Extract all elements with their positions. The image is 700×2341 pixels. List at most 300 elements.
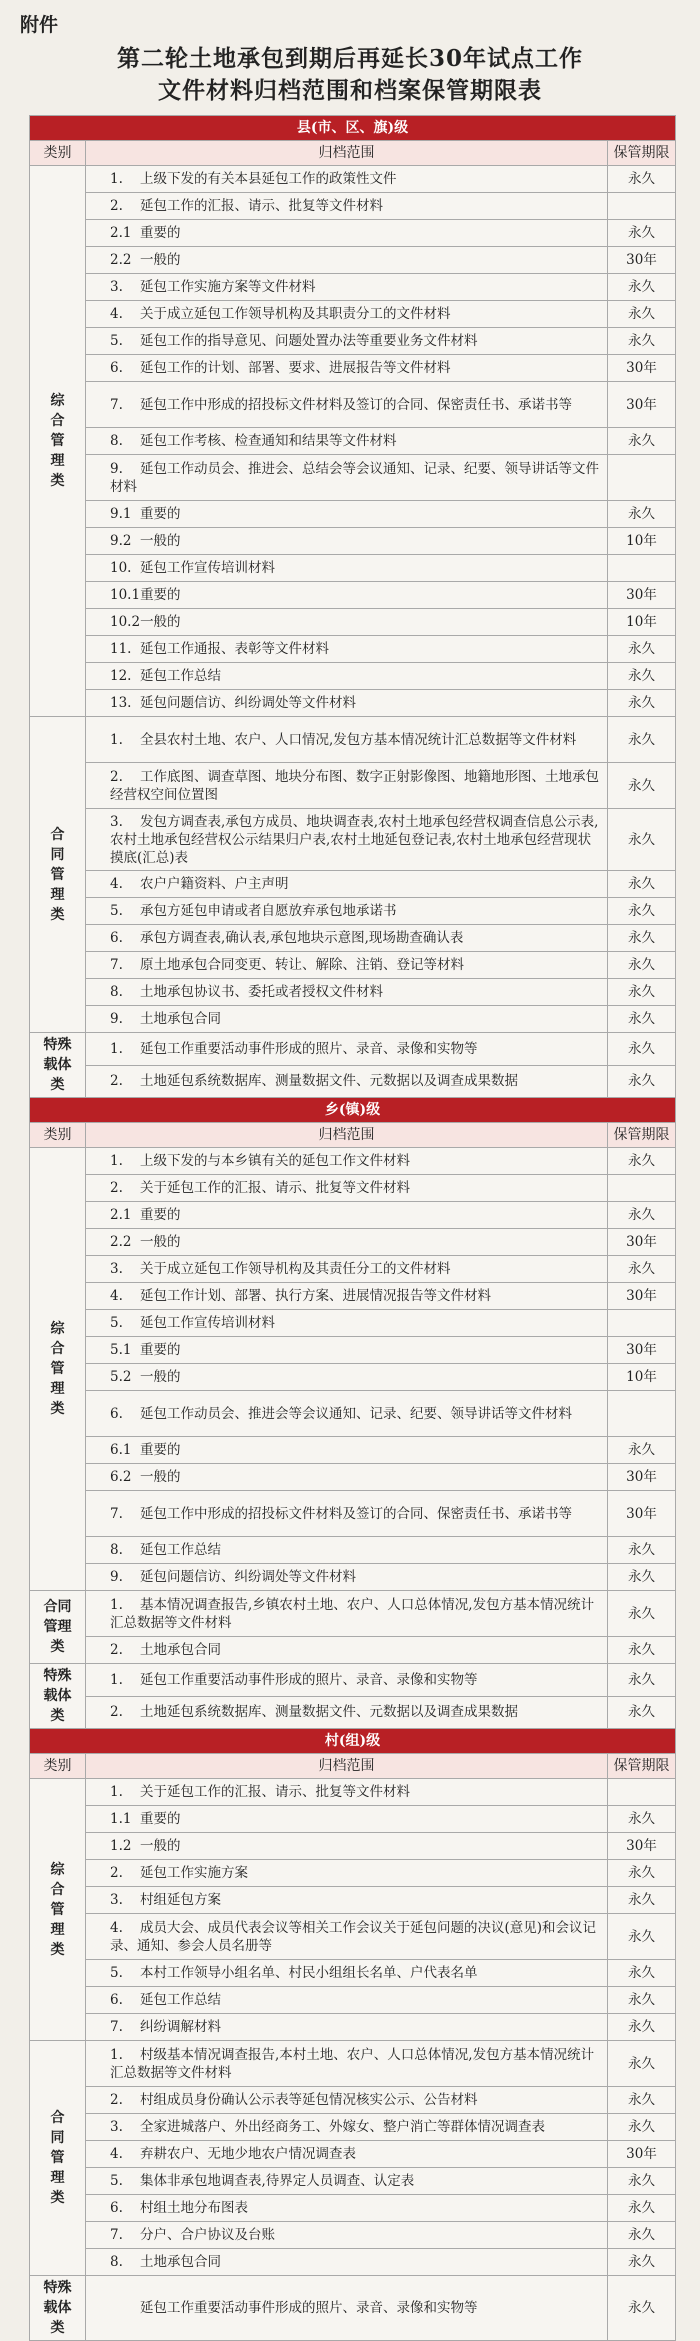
category-cell	[30, 1591, 86, 1664]
item-text: 承包方延包申请或者自愿放弃承包地承诺书	[140, 903, 397, 919]
retention-cell: 永久	[608, 1860, 676, 1887]
retention-cell: 30年	[608, 1337, 676, 1364]
item-number: 7.	[110, 396, 123, 413]
table-row	[30, 1148, 676, 1175]
item-text: 村组成员身份确认公示表等延包情况核实公示、公告材料	[140, 2092, 478, 2108]
item-text: 一般的	[140, 1469, 181, 1485]
column-header-scope: 归档范围	[86, 1123, 608, 1148]
scope-cell	[86, 1914, 608, 1960]
retention-cell: 永久	[608, 2114, 676, 2141]
item-number: 2.	[110, 1073, 123, 1090]
table-row	[30, 2114, 676, 2141]
item-text: 农户户籍资料、户主声明	[140, 876, 289, 892]
table-row	[30, 1364, 676, 1391]
retention-cell: 永久	[608, 1960, 676, 1987]
category-cell	[30, 1148, 86, 1591]
item-text: 延包工作宣传培训材料	[140, 1315, 275, 1331]
retention-cell: 永久	[608, 1148, 676, 1175]
table-row	[30, 979, 676, 1006]
retention-cell: 30年	[608, 1833, 676, 1860]
scope-cell	[86, 1564, 608, 1591]
table-row	[30, 1464, 676, 1491]
item-number: 6.	[110, 1992, 123, 2008]
section-header-row	[30, 1098, 676, 1123]
scope-cell	[86, 809, 608, 871]
scope-cell	[86, 1464, 608, 1491]
item-number: 3.	[110, 1892, 123, 1908]
item-number: 2.	[110, 1642, 123, 1658]
item-number: 9.2	[110, 533, 132, 549]
scope-cell	[86, 1637, 608, 1664]
retention-cell: 永久	[608, 2222, 676, 2249]
item-number: 6.	[110, 360, 123, 376]
scope-cell	[86, 1779, 608, 1806]
scope-cell	[86, 1337, 608, 1364]
retention-cell: 永久	[608, 636, 676, 663]
item-text: 关于延包工作的汇报、请示、批复等文件材料	[140, 1180, 410, 1196]
scope-cell	[86, 1591, 608, 1637]
attachment-label: 附件	[20, 14, 59, 36]
column-header-row	[30, 1754, 676, 1779]
category-cell	[30, 166, 86, 717]
category-label: 特殊载体类	[43, 1668, 72, 1724]
scope-cell	[86, 2222, 608, 2249]
scope-cell	[86, 1833, 608, 1860]
scope-cell	[86, 871, 608, 898]
table-row	[30, 2249, 676, 2276]
category-label: 合同管理类	[50, 826, 65, 923]
section-title: 乡(镇)级	[30, 1098, 676, 1123]
retention-cell: 永久	[608, 166, 676, 193]
table-row	[30, 1664, 676, 1697]
table-row	[30, 193, 676, 220]
item-number: 2.1	[110, 225, 132, 241]
retention-cell	[608, 1779, 676, 1806]
table-row	[30, 455, 676, 501]
item-number: 10.1	[110, 587, 141, 603]
retention-cell: 30年	[608, 582, 676, 609]
table-row	[30, 1960, 676, 1987]
table-row	[30, 1833, 676, 1860]
item-number: 8.	[110, 433, 123, 449]
category-cell	[30, 1664, 86, 1729]
item-number: 2.2	[110, 1234, 132, 1250]
scope-cell	[86, 1202, 608, 1229]
item-number: 5.	[110, 1965, 123, 1981]
item-text: 延包工作的汇报、请示、批复等文件材料	[140, 198, 383, 214]
item-text: 全家进城落户、外出经商务工、外嫁女、整户消亡等群体情况调查表	[140, 2119, 545, 2135]
table-row	[30, 1806, 676, 1833]
category-cell	[30, 2276, 86, 2341]
scope-cell	[86, 382, 608, 428]
table-row	[30, 1229, 676, 1256]
retention-table	[29, 115, 676, 2341]
retention-cell: 永久	[608, 925, 676, 952]
category-cell	[30, 717, 86, 1033]
item-number: 5.	[110, 333, 123, 349]
retention-cell: 30年	[608, 1464, 676, 1491]
scope-cell	[86, 898, 608, 925]
retention-cell: 永久	[608, 2087, 676, 2114]
item-text: 重要的	[140, 1442, 181, 1458]
item-number: 10.	[110, 560, 132, 576]
retention-cell: 永久	[608, 2195, 676, 2222]
table-row	[30, 609, 676, 636]
item-text: 延包问题信访、纠纷调处等文件材料	[140, 1569, 356, 1585]
retention-cell: 10年	[608, 1364, 676, 1391]
item-number: 1.	[110, 1040, 123, 1057]
scope-cell	[86, 1806, 608, 1833]
table-row	[30, 2087, 676, 2114]
retention-cell: 30年	[608, 1491, 676, 1537]
item-text: 基本情况调查报告,乡镇农村土地、农户、人口总体情况,发包方基本情况统计汇总数据等文件材料	[110, 1596, 595, 1631]
retention-cell: 永久	[608, 1202, 676, 1229]
retention-cell: 永久	[608, 1696, 676, 1729]
table-row	[30, 763, 676, 809]
category-label: 综合管理类	[50, 1861, 65, 1958]
scope-cell	[86, 925, 608, 952]
table-row	[30, 274, 676, 301]
item-text: 延包工作中形成的招投标文件材料及签订的合同、保密责任书、承诺书等	[140, 1505, 572, 1522]
category-label: 综合管理类	[50, 1321, 65, 1417]
item-number: 12.	[110, 668, 132, 684]
table-row	[30, 220, 676, 247]
table-row	[30, 555, 676, 582]
section-title: 村(组)级	[30, 1729, 676, 1754]
retention-cell: 永久	[608, 663, 676, 690]
item-text: 延包工作重要活动事件形成的照片、录音、录像和实物等	[140, 2300, 478, 2316]
retention-cell: 10年	[608, 609, 676, 636]
scope-cell	[86, 1987, 608, 2014]
category-label: 综合管理类	[50, 393, 65, 489]
retention-cell: 永久	[608, 1887, 676, 1914]
column-header-row	[30, 141, 676, 166]
retention-cell	[608, 1310, 676, 1337]
item-number: 1.	[110, 1153, 123, 1169]
item-text: 关于延包工作的汇报、请示、批复等文件材料	[140, 1784, 410, 1800]
retention-cell: 永久	[608, 1564, 676, 1591]
item-text: 上级下发的有关本县延包工作的政策性文件	[140, 171, 397, 187]
item-text: 延包工作重要活动事件形成的照片、录音、录像和实物等	[140, 1671, 478, 1688]
retention-cell: 永久	[608, 898, 676, 925]
column-header-row	[30, 1123, 676, 1148]
item-number: 11.	[110, 641, 132, 657]
scope-cell	[86, 1391, 608, 1437]
table-row	[30, 355, 676, 382]
scope-cell	[86, 1960, 608, 1987]
retention-cell	[608, 555, 676, 582]
item-number: 7.	[110, 2227, 123, 2243]
scope-cell	[86, 247, 608, 274]
table-row	[30, 1591, 676, 1637]
scope-cell	[86, 717, 608, 763]
item-text: 延包工作总结	[140, 1542, 221, 1558]
item-text: 一般的	[140, 1369, 181, 1385]
item-text: 一般的	[140, 1234, 181, 1250]
table-row	[30, 1202, 676, 1229]
scope-cell	[86, 1696, 608, 1729]
table-row	[30, 2041, 676, 2087]
item-text: 重要的	[140, 1342, 181, 1358]
item-number: 6.1	[110, 1442, 132, 1458]
item-number: 4.	[110, 876, 123, 892]
scope-cell	[86, 636, 608, 663]
item-number: 5.	[110, 2173, 123, 2189]
category-label: 合同管理类	[50, 2110, 65, 2206]
retention-cell: 永久	[608, 301, 676, 328]
table-row	[30, 528, 676, 555]
item-text: 关于成立延包工作领导机构及其职责分工的文件材料	[140, 306, 451, 322]
scope-cell	[86, 301, 608, 328]
item-number: 6.	[110, 2200, 123, 2216]
table-row	[30, 1256, 676, 1283]
item-number: 1.2	[110, 1838, 132, 1854]
table-row	[30, 2222, 676, 2249]
section-title: 县(市、区、旗)级	[30, 116, 676, 141]
item-number: 7.	[110, 1505, 123, 1522]
item-number: 3.	[110, 813, 123, 830]
table-row	[30, 2195, 676, 2222]
scope-cell	[86, 355, 608, 382]
section-header-row	[30, 116, 676, 141]
scope-cell	[86, 1860, 608, 1887]
scope-cell	[86, 2168, 608, 2195]
item-text: 重要的	[140, 506, 181, 522]
scope-cell	[86, 193, 608, 220]
item-number: 9.1	[110, 506, 132, 522]
item-number: 2.1	[110, 1207, 132, 1223]
scope-cell	[86, 455, 608, 501]
column-header-scope: 归档范围	[86, 141, 608, 166]
category-label: 合同管理类	[43, 1599, 72, 1655]
item-text: 重要的	[140, 225, 181, 241]
item-text: 延包工作总结	[140, 668, 221, 684]
item-number: 9.	[110, 460, 123, 477]
item-text: 土地承包合同	[140, 2254, 221, 2270]
item-text: 延包工作实施方案等文件材料	[140, 279, 316, 295]
retention-cell	[608, 1175, 676, 1202]
retention-cell: 永久	[608, 1256, 676, 1283]
table-row	[30, 1914, 676, 1960]
scope-cell	[86, 2276, 608, 2341]
retention-cell: 永久	[608, 1033, 676, 1066]
retention-cell: 30年	[608, 355, 676, 382]
item-text: 延包工作的计划、部署、要求、进展报告等文件材料	[140, 360, 451, 376]
table-row	[30, 636, 676, 663]
item-text: 延包工作计划、部署、执行方案、进展情况报告等文件材料	[140, 1288, 491, 1304]
item-number: 3.	[110, 279, 123, 295]
scope-cell	[86, 2114, 608, 2141]
retention-cell: 永久	[608, 328, 676, 355]
scope-cell	[86, 1006, 608, 1033]
scope-cell	[86, 428, 608, 455]
section-header-row	[30, 1729, 676, 1754]
category-cell	[30, 1033, 86, 1098]
scope-cell	[86, 1229, 608, 1256]
item-number: 1.	[110, 731, 123, 748]
retention-cell	[608, 1391, 676, 1437]
table-row	[30, 428, 676, 455]
scope-cell	[86, 2195, 608, 2222]
retention-cell: 永久	[608, 428, 676, 455]
retention-cell: 30年	[608, 1229, 676, 1256]
table-row	[30, 2276, 676, 2341]
table-row	[30, 690, 676, 717]
item-text: 原土地承包合同变更、转让、解除、注销、登记等材料	[140, 957, 464, 973]
table-row	[30, 1033, 676, 1066]
scope-cell	[86, 328, 608, 355]
table-row	[30, 1491, 676, 1537]
scope-cell	[86, 690, 608, 717]
scope-cell	[86, 1065, 608, 1098]
item-text: 延包问题信访、纠纷调处等文件材料	[140, 695, 356, 711]
item-text: 承包方调查表,确认表,承包地块示意图,现场勘查确认表	[140, 930, 464, 946]
item-number: 5.2	[110, 1369, 132, 1385]
retention-cell: 10年	[608, 528, 676, 555]
item-text: 土地延包系统数据库、测量数据文件、元数据以及调查成果数据	[140, 1073, 518, 1090]
retention-cell: 永久	[608, 2014, 676, 2041]
title-line-1: 第二轮土地承包到期后再延长30年试点工作	[116, 45, 583, 72]
table-row	[30, 1175, 676, 1202]
item-number: 2.2	[110, 252, 132, 268]
table-row	[30, 809, 676, 871]
item-number: 5.1	[110, 1342, 132, 1358]
retention-cell: 永久	[608, 274, 676, 301]
table-row	[30, 1065, 676, 1098]
column-header-category: 类别	[30, 1123, 86, 1148]
retention-cell: 永久	[608, 1914, 676, 1960]
retention-cell: 永久	[608, 1065, 676, 1098]
scope-cell	[86, 1437, 608, 1464]
item-text: 纠纷调解材料	[140, 2019, 221, 2035]
category-cell	[30, 1779, 86, 2041]
scope-cell	[86, 2141, 608, 2168]
table-row	[30, 871, 676, 898]
scope-cell	[86, 1175, 608, 1202]
item-number: 1.	[110, 1671, 123, 1688]
item-number: 2.	[110, 2092, 123, 2108]
retention-cell: 永久	[608, 2168, 676, 2195]
item-text: 本村工作领导小组名单、村民小组组长名单、户代表名单	[140, 1965, 478, 1981]
table-row	[30, 1637, 676, 1664]
scope-cell	[86, 1364, 608, 1391]
scope-cell	[86, 1033, 608, 1066]
retention-cell: 永久	[608, 690, 676, 717]
item-text: 延包工作实施方案	[140, 1865, 248, 1881]
item-number: 3.	[110, 2119, 123, 2135]
table-row	[30, 2168, 676, 2195]
retention-cell: 永久	[608, 1537, 676, 1564]
retention-cell: 永久	[608, 1437, 676, 1464]
scope-cell	[86, 166, 608, 193]
item-text: 成员大会、成员代表会议等相关工作会议关于延包问题的决议(意见)和会议记录、通知、参会人员名册等	[110, 1919, 597, 1954]
table-row	[30, 1537, 676, 1564]
item-text: 上级下发的与本乡镇有关的延包工作文件材料	[140, 1153, 410, 1169]
scope-cell	[86, 220, 608, 247]
item-text: 延包工作宣传培训材料	[140, 560, 275, 576]
retention-cell: 30年	[608, 382, 676, 428]
item-number: 2.	[110, 768, 123, 785]
table-row	[30, 582, 676, 609]
category-cell	[30, 2041, 86, 2276]
category-label: 特殊载体类	[43, 2280, 72, 2336]
item-text: 村级基本情况调查报告,本村土地、农户、人口总体情况,发包方基本情况统计汇总数据等文件材料	[110, 2046, 595, 2081]
retention-cell: 永久	[608, 871, 676, 898]
table-row	[30, 1696, 676, 1729]
item-number: 2.	[110, 1180, 123, 1196]
retention-cell: 永久	[608, 952, 676, 979]
retention-cell: 永久	[608, 1806, 676, 1833]
retention-cell: 永久	[608, 2276, 676, 2341]
scope-cell	[86, 501, 608, 528]
table-row	[30, 717, 676, 763]
item-text: 重要的	[140, 1811, 181, 1827]
table-row	[30, 1564, 676, 1591]
retention-cell: 永久	[608, 501, 676, 528]
table-row	[30, 1779, 676, 1806]
item-text: 延包工作总结	[140, 1992, 221, 2008]
item-text: 延包工作的指导意见、问题处置办法等重要业务文件材料	[140, 333, 478, 349]
table-row	[30, 663, 676, 690]
item-number: 4.	[110, 1919, 123, 1936]
retention-cell: 永久	[608, 1006, 676, 1033]
item-number: 7.	[110, 957, 123, 973]
table-row	[30, 501, 676, 528]
column-header-category: 类别	[30, 1754, 86, 1779]
item-number: 8.	[110, 2254, 123, 2270]
scope-cell	[86, 1256, 608, 1283]
scope-cell	[86, 609, 608, 636]
retention-cell: 永久	[608, 979, 676, 1006]
scope-cell	[86, 2249, 608, 2276]
item-text: 分户、合户协议及台账	[140, 2227, 275, 2243]
table-row	[30, 166, 676, 193]
table-row	[30, 328, 676, 355]
item-number: 9.	[110, 1569, 123, 1585]
item-text: 延包工作中形成的招投标文件材料及签订的合同、保密责任书、承诺书等	[140, 396, 572, 413]
table-row	[30, 301, 676, 328]
retention-cell: 永久	[608, 2249, 676, 2276]
table-row	[30, 1887, 676, 1914]
item-number: 2.	[110, 1865, 123, 1881]
item-text: 一般的	[140, 533, 181, 549]
item-text: 延包工作通报、表彰等文件材料	[140, 641, 329, 657]
item-number: 6.	[110, 930, 123, 946]
item-number: 5.	[110, 903, 123, 919]
item-text: 一般的	[140, 252, 181, 268]
retention-cell: 永久	[608, 717, 676, 763]
scope-cell	[86, 2014, 608, 2041]
category-label: 特殊载体类	[43, 1037, 72, 1093]
item-number: 1.	[110, 1784, 123, 1800]
retention-cell	[608, 455, 676, 501]
table-row	[30, 2141, 676, 2168]
retention-cell: 30年	[608, 2141, 676, 2168]
item-text: 延包工作动员会、推进会、总结会等会议通知、记录、纪要、领导讲话等文件材料	[110, 460, 599, 495]
scope-cell	[86, 2041, 608, 2087]
item-number: 1.	[110, 2046, 123, 2063]
retention-cell: 永久	[608, 1637, 676, 1664]
item-text: 集体非承包地调查表,待界定人员调查、认定表	[140, 2173, 415, 2189]
item-number: 2.	[110, 1704, 123, 1721]
scope-cell	[86, 582, 608, 609]
item-text: 延包工作考核、检查通知和结果等文件材料	[140, 433, 397, 449]
retention-cell: 永久	[608, 809, 676, 871]
column-header-retention: 保管期限	[608, 141, 676, 166]
column-header-category: 类别	[30, 141, 86, 166]
table-row	[30, 1860, 676, 1887]
table-row	[30, 898, 676, 925]
